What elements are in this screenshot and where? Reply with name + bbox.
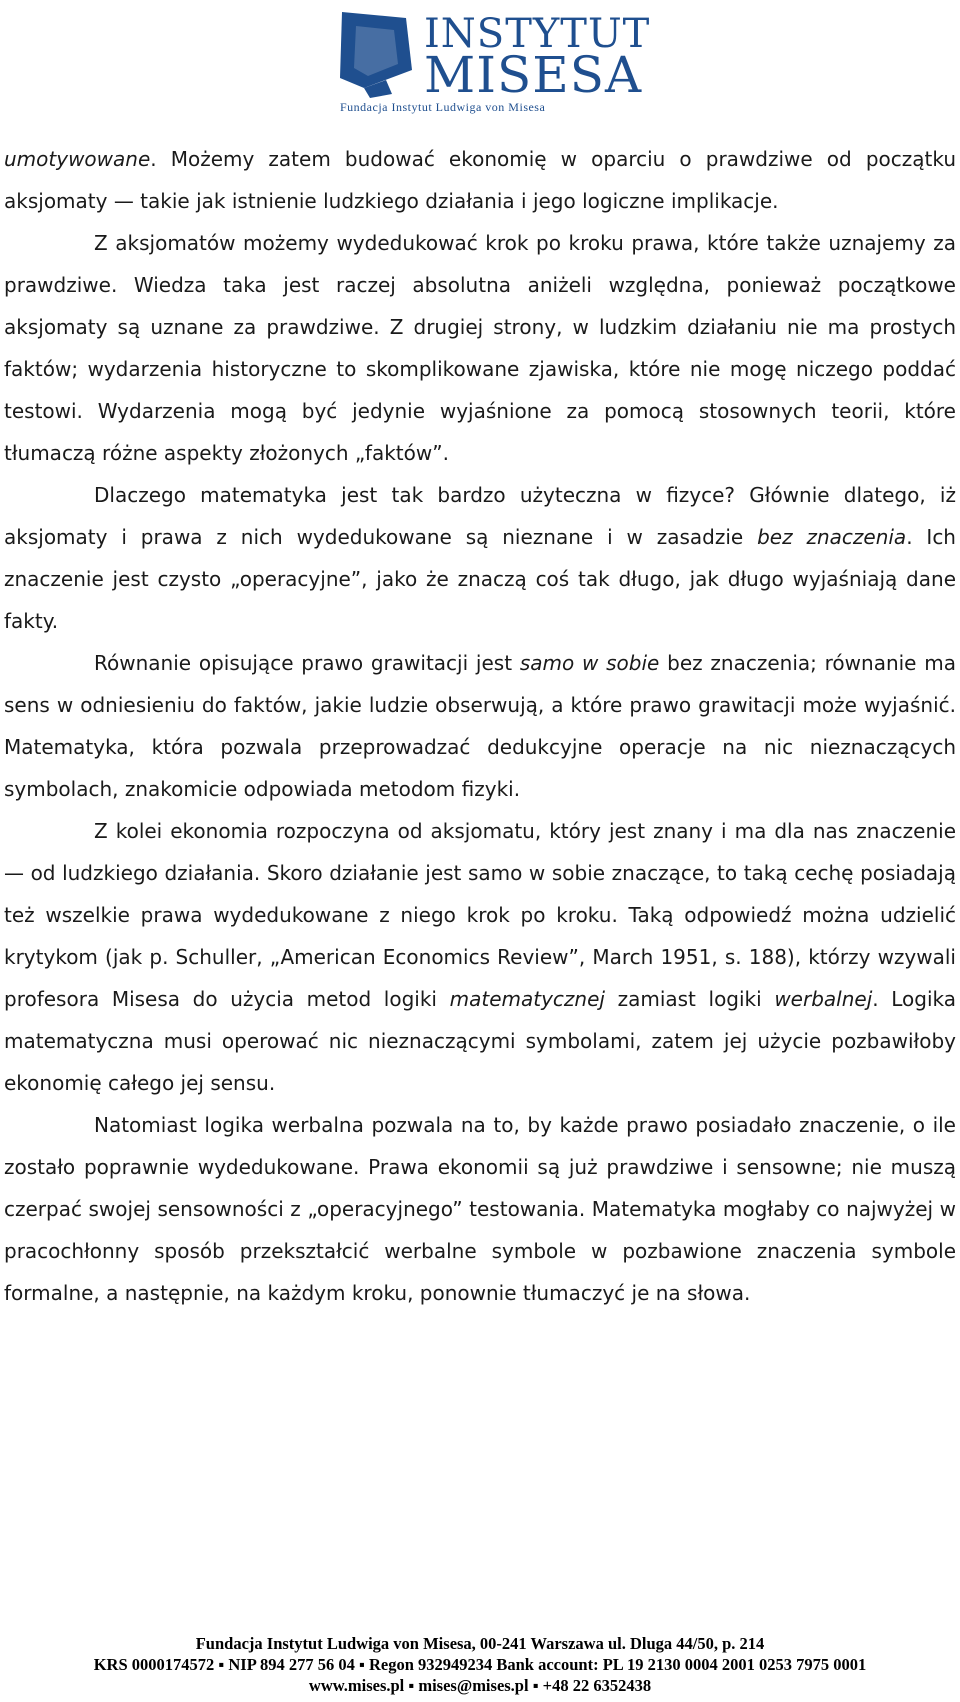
footer-registry: KRS 0000174572 ▪ NIP 894 277 56 04 ▪ Regon 932949234 Bank account: PL 19 2130 0004 2001 0253 7975 0001 — [93, 1655, 867, 1674]
italic-text: matematycznej — [449, 987, 605, 1011]
page-footer — [0, 1633, 960, 1696]
footer-address: Fundacja Instytut Ludwiga von Misesa, 00-241 Warszawa ul. Dluga 44/50, p. 214 — [195, 1634, 765, 1653]
logo-emblem-icon — [334, 8, 418, 98]
paragraph-text: . Logika matematyczna musi operować nic nieznaczącymi symbolami, zatem jej użycie pozbawiłoby ekonomię całego jej sensu. — [4, 987, 957, 1095]
paragraph — [4, 222, 956, 474]
logo-subtitle: Fundacja Instytut Ludwiga von Misesa — [340, 100, 546, 114]
paragraph-text: Dlaczego matematyka jest tak bardzo użyteczna w fizyce? Głównie dlatego, iż aksjomaty i prawa z nich wydedukowane są nieznane i w zasadzie — [4, 483, 956, 549]
paragraph-text: bez znaczenia; równanie ma sens w odniesieniu do faktów, jakie ludzie obserwują, a które prawo grawitacji może wyjaśnić. Matematyka, która pozwala przeprowadzać dedukcyjne operacje na nic nieznaczących symbolach, znakomicie odpowiada metodom fizyki. — [4, 651, 957, 801]
paragraph — [4, 138, 956, 222]
paragraph — [4, 474, 956, 642]
logo-text-instytut: INSTYTUT — [424, 11, 651, 57]
paragraph — [4, 810, 956, 1104]
paragraph-text: . Ich znaczenie jest czysto „operacyjne”, jako że znaczą coś tak długo, jak długo wyjaśniają dane fakty. — [4, 525, 956, 633]
italic-text: umotywowane — [4, 147, 151, 171]
footer-contact: www.mises.pl ▪ mises@mises.pl ▪ +48 22 6352438 — [308, 1676, 652, 1695]
page-header — [0, 8, 960, 116]
paragraph-text: Równanie opisujące prawo grawitacji jest — [94, 651, 520, 675]
paragraph-text: Z kolei ekonomia rozpoczyna od aksjomatu, który jest znany i ma dla nas znaczenie — od ludzkiego działania. Skoro działanie jest samo w sobie znaczące, to taką cechę posiadają też wszelkie prawa wydedukowane z niego krok po kroku. Taką odpowiedź można udzielić krytykom (jak p. Schuller, „American Economics Review”, March 1951, s. 188), którzy wzywali profesora Misesa do użycia metod logiki — [4, 819, 956, 1011]
italic-text: samo w sobie — [519, 651, 660, 675]
paragraph — [4, 642, 956, 810]
paragraph-text: Natomiast logika werbalna pozwala na to, by każde prawo posiadało znaczenie, o ile zostało poprawnie wydedukowane. Prawa ekonomii są już prawdziwe i sensowne; nie muszą czerpać swojej sensowności z „operacyjnego” testowania. Matematyka mogłaby co najwyżej w pracochłonny sposób przekształcić werbalne symbole w pozbawione znaczenia symbole formalne, a następnie, na każdym kroku, ponownie tłumaczyć je na słowa. — [4, 1113, 956, 1305]
paragraph — [4, 1104, 956, 1314]
paragraph-text: Z aksjomatów możemy wydedukować krok po kroku prawa, które także uznajemy za prawdziwe. Wiedza taka jest raczej absolutna aniżeli względna, ponieważ początkowe aksjomaty są uznane za prawdziwe. Z drugiej strony, w ludzkim działaniu nie ma prostych faktów; wydarzenia historyczne to skomplikowane zjawiska, które nie mogę niczego poddać testowi. Wydarzenia mogą być jedynie wyjaśnione za pomocą stosownych teorii, które tłumaczą różne aspekty złożonych „faktów”. — [4, 231, 956, 465]
paragraph-text: zamiast logiki — [604, 987, 775, 1011]
logo-text-misesa: MISESA — [424, 46, 643, 104]
paragraph-text: . Możemy zatem budować ekonomię w oparciu o prawdziwe od początku aksjomaty — takie jak istnienie ludzkiego działania i jego logiczne implikacje. — [4, 147, 956, 213]
document-body — [4, 138, 956, 1314]
institute-logo — [334, 8, 651, 116]
italic-text: werbalnej — [774, 987, 873, 1011]
italic-text: bez znaczenia — [757, 525, 907, 549]
